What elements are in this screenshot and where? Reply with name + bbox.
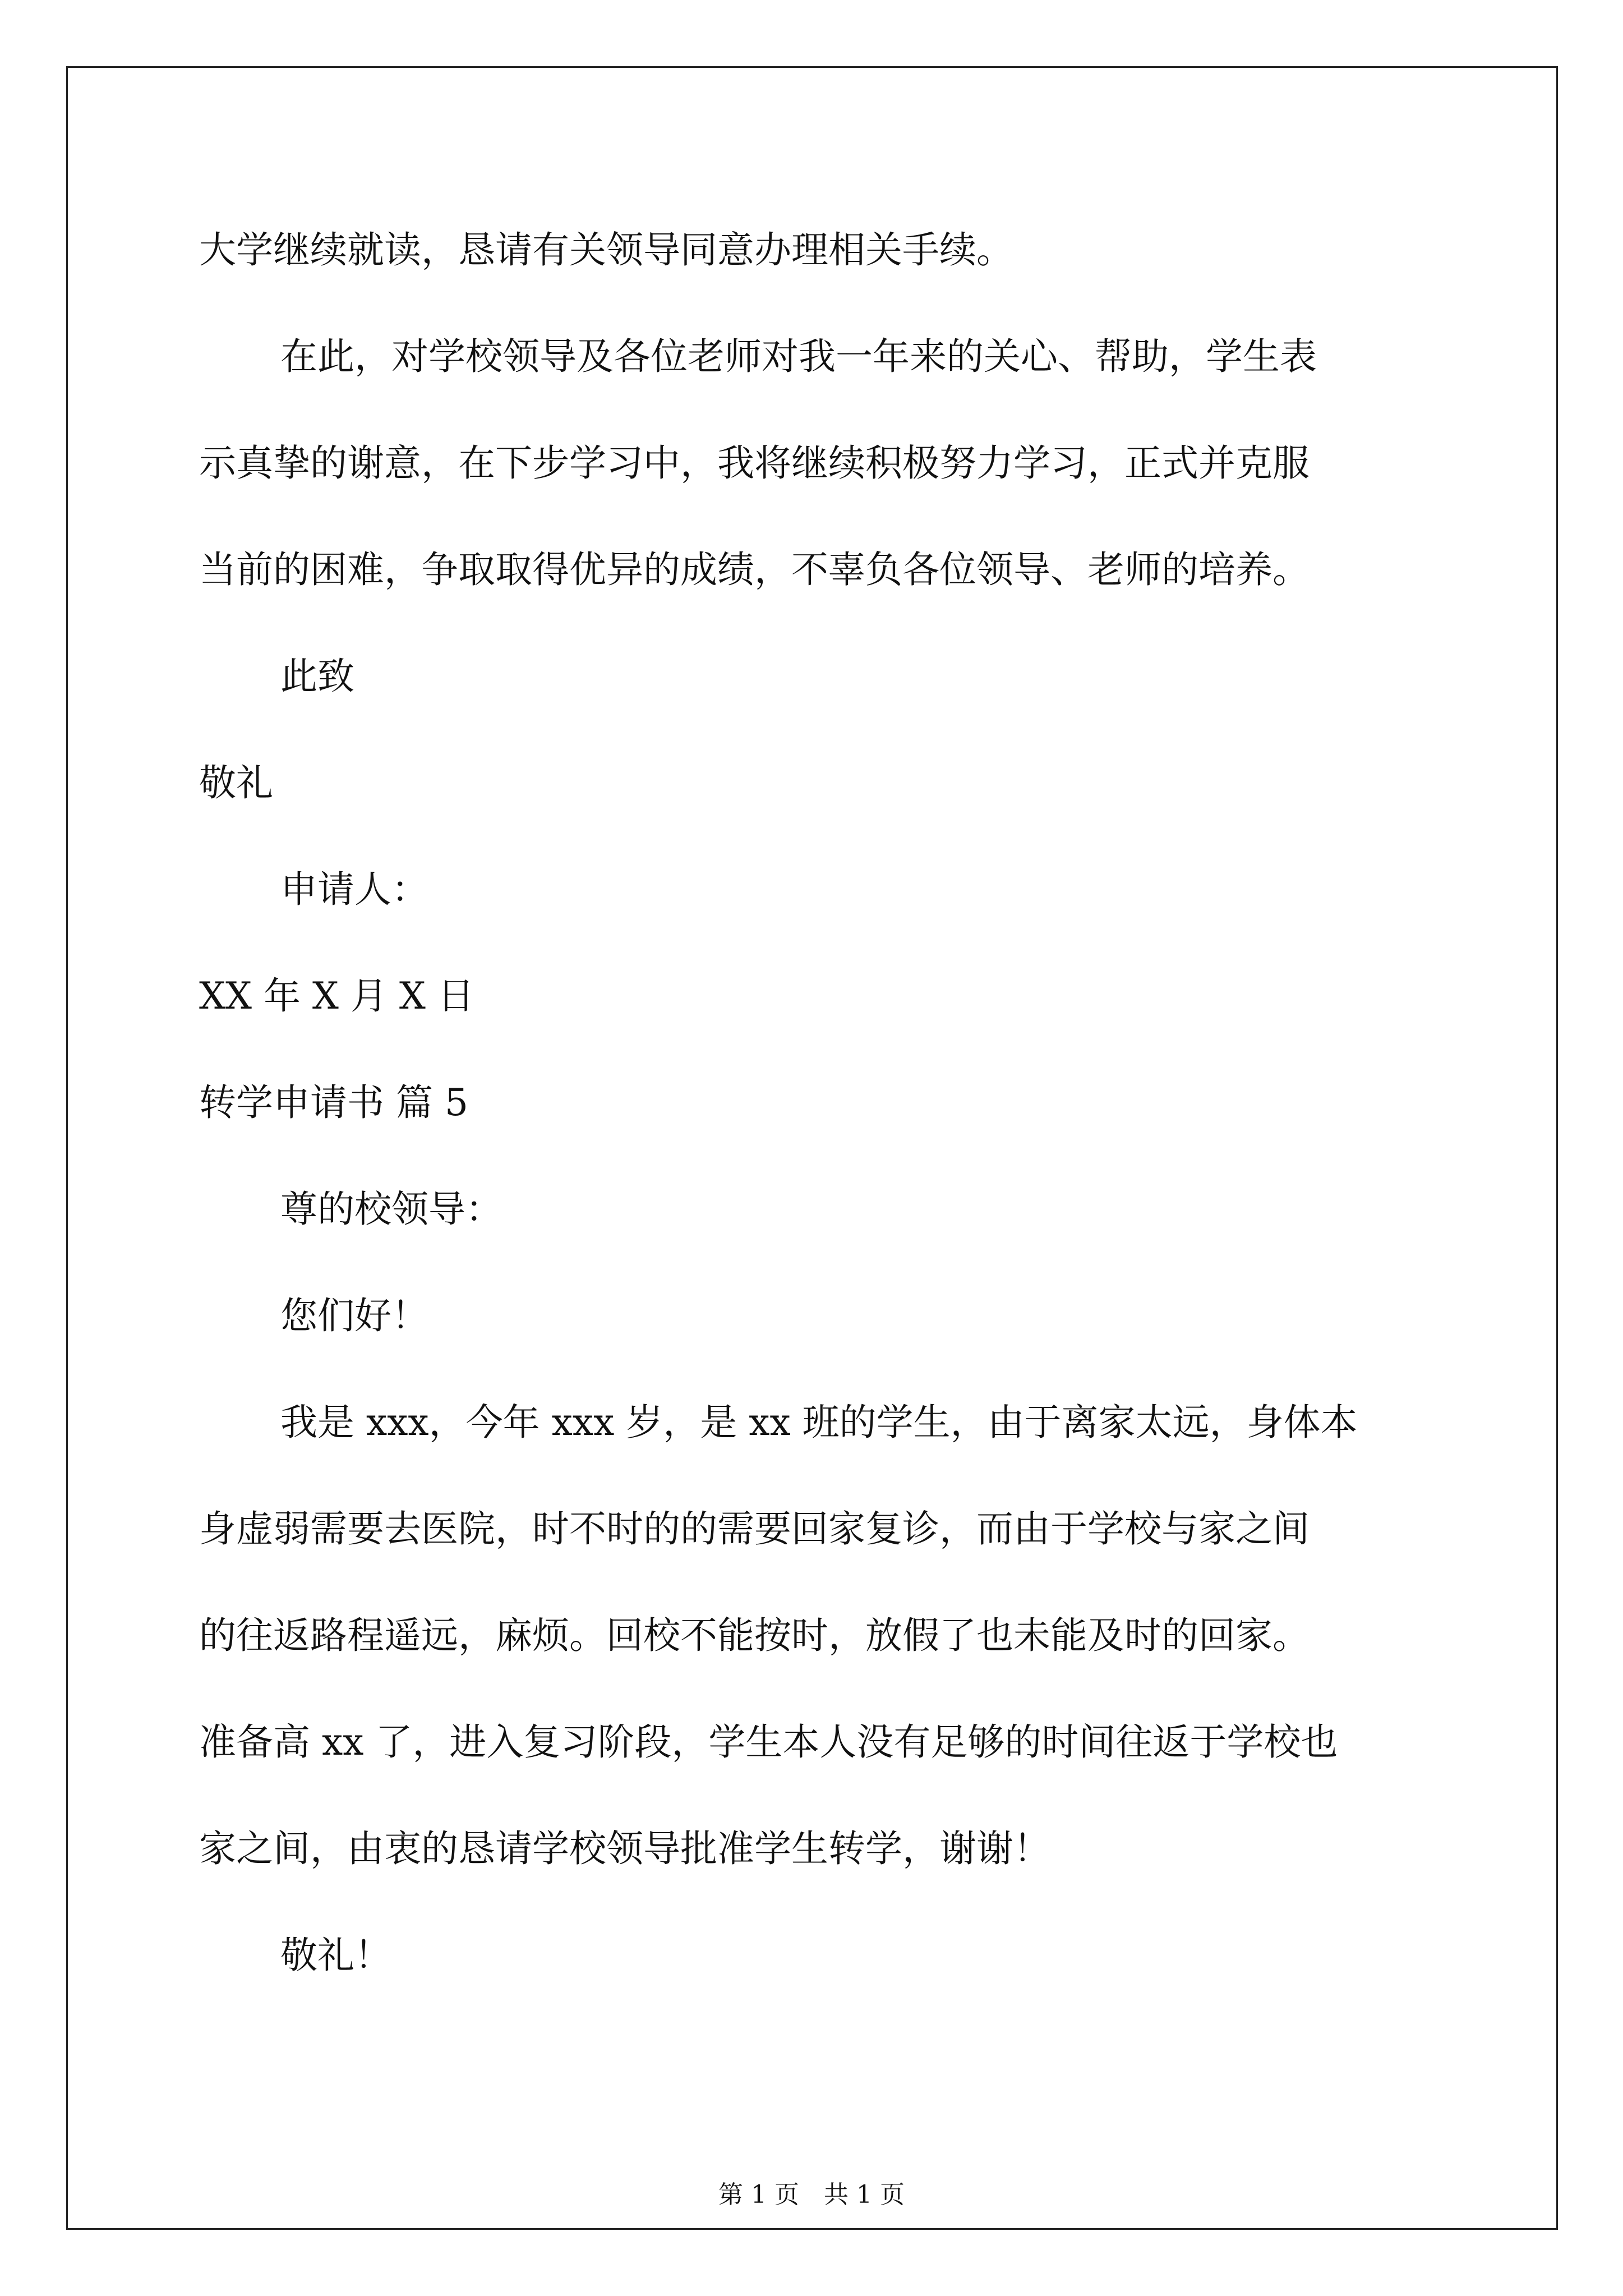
text-line: 准备高 xx 了，进入复习阶段，学生本人没有足够的时间往返于学校也 bbox=[199, 1720, 1338, 1764]
page-border bbox=[66, 66, 1558, 2230]
applicant-label: 申请人： bbox=[280, 868, 428, 911]
text-line: 的往返路程遥远，麻烦。回校不能按时，放假了也未能及时的回家。 bbox=[199, 1614, 1310, 1657]
closing-salutation: 此致 bbox=[280, 655, 354, 698]
text-line: 在此，对学校领导及各位老师对我一年来的关心、帮助，学生表 bbox=[280, 335, 1317, 378]
text-line: 身虚弱需要去医院，时不时的的需要回家复诊，而由于学校与家之间 bbox=[199, 1507, 1310, 1550]
text-line: 大学继续就读，恳请有关领导同意办理相关手续。 bbox=[199, 228, 1013, 272]
section-heading: 转学申请书 篇 5 bbox=[199, 1081, 468, 1124]
letter-greeting: 尊的校领导： bbox=[280, 1188, 502, 1231]
date-line: XX 年 X 月 X 日 bbox=[199, 974, 474, 1018]
text-line: 我是 xxx，今年 xxx 岁，是 xx 班的学生，由于离家太远，身体本 bbox=[280, 1401, 1358, 1444]
page-number-footer: 第 1 页 共 1 页 bbox=[718, 2180, 905, 2209]
closing-regards: 敬礼！ bbox=[280, 1934, 391, 1977]
letter-hello: 您们好！ bbox=[280, 1294, 428, 1337]
text-line: 家之间，由衷的恳请学校领导批准学生转学，谢谢！ bbox=[199, 1827, 1050, 1870]
text-line: 示真挚的谢意，在下步学习中，我将继续积极努力学习，正式并克服 bbox=[199, 441, 1310, 485]
closing-regards: 敬礼 bbox=[199, 761, 273, 804]
text-line: 当前的困难，争取取得优异的成绩，不辜负各位领导、老师的培养。 bbox=[199, 548, 1310, 591]
